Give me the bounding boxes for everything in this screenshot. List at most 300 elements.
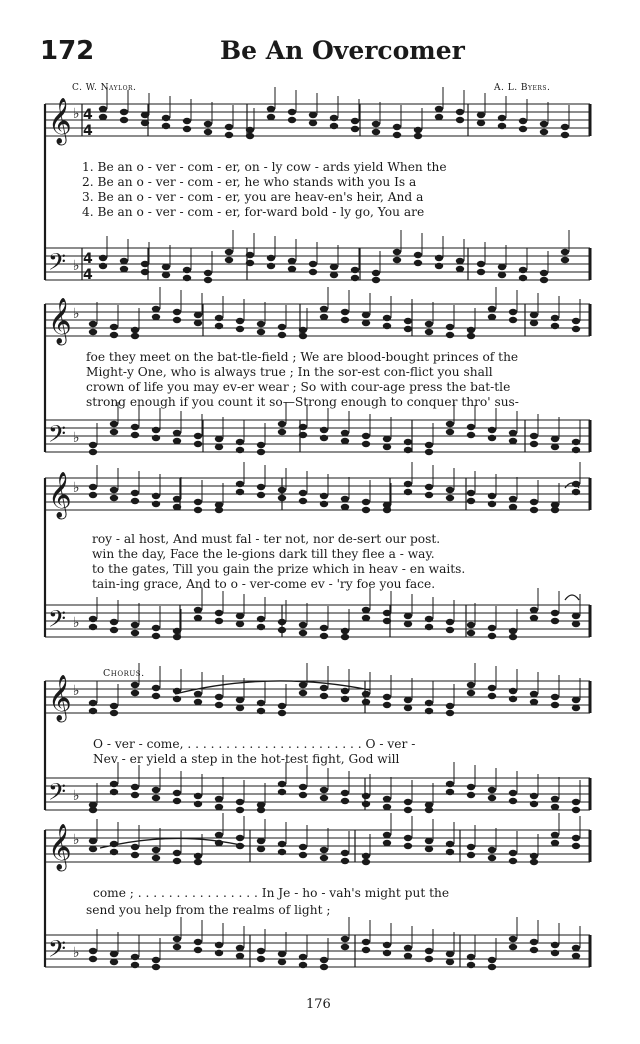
note-head [425, 492, 433, 498]
note-head [131, 682, 139, 688]
key-signature-flat: ♭ [73, 306, 80, 322]
note-head [194, 853, 202, 859]
note-head [404, 621, 412, 627]
note-head [488, 693, 496, 699]
note-head [488, 855, 496, 861]
note-head [257, 492, 265, 498]
note-head [320, 306, 328, 312]
note-head [383, 436, 391, 442]
note-head [131, 333, 139, 339]
note-head [551, 323, 559, 329]
note-head [404, 807, 412, 813]
note-head [152, 787, 160, 793]
note-head [215, 942, 223, 948]
tie-slur [100, 838, 245, 848]
note-head [383, 315, 391, 321]
note-head [267, 263, 275, 269]
note-head [425, 700, 433, 706]
note-head [162, 123, 170, 129]
note-head [572, 835, 580, 841]
note-head [320, 435, 328, 441]
composer-credit: A. L. Byers. [494, 83, 551, 93]
note-head [435, 255, 443, 261]
note-head [299, 962, 307, 968]
note-head [99, 263, 107, 269]
note-head [330, 264, 338, 270]
note-head [362, 859, 370, 865]
note-head [320, 795, 328, 801]
verse-4-line-3: tain-ing grace, And to o - ver-come ev - 'ry foe you face. [92, 577, 436, 591]
note-head [194, 691, 202, 697]
note-head [540, 277, 548, 283]
note-head [488, 625, 496, 631]
note-head [320, 493, 328, 499]
note-head [446, 421, 454, 427]
note-head [425, 838, 433, 844]
note-head [509, 309, 517, 315]
note-head [488, 501, 496, 507]
note-head [446, 627, 454, 633]
note-head [425, 956, 433, 962]
note-head [173, 798, 181, 804]
note-head [341, 858, 349, 864]
note-head [131, 327, 139, 333]
note-head [509, 430, 517, 436]
note-head [425, 449, 433, 455]
note-head [341, 696, 349, 702]
note-head [152, 427, 160, 433]
note-head [131, 432, 139, 438]
note-head [110, 781, 118, 787]
note-head [383, 942, 391, 948]
note-head [215, 507, 223, 513]
note-head [204, 277, 212, 283]
note-head [330, 115, 338, 121]
note-head [162, 264, 170, 270]
note-head [173, 696, 181, 702]
bass-clef: 𝄢 [48, 248, 67, 281]
note-head [362, 793, 370, 799]
note-head [540, 129, 548, 135]
note-head [215, 804, 223, 810]
note-head [173, 858, 181, 864]
note-head [288, 117, 296, 123]
note-head [362, 939, 370, 945]
note-head [467, 954, 475, 960]
note-head [519, 275, 527, 281]
note-head [120, 258, 128, 264]
note-head [89, 449, 97, 455]
note-head [519, 126, 527, 132]
note-head [204, 121, 212, 127]
note-head [131, 490, 139, 496]
note-head [561, 124, 569, 130]
note-head [561, 249, 569, 255]
note-head [99, 114, 107, 120]
note-head [267, 106, 275, 112]
note-head [131, 498, 139, 504]
note-head [99, 106, 107, 112]
note-head [131, 690, 139, 696]
note-head [330, 272, 338, 278]
note-head [467, 682, 475, 688]
verse-3-line-3: to the gates, Till you gain the prize which in heav - en waits. [92, 562, 466, 576]
note-head [257, 700, 265, 706]
note-head [194, 699, 202, 705]
note-head [194, 499, 202, 505]
note-head [267, 114, 275, 120]
note-head [477, 120, 485, 126]
note-head [425, 948, 433, 954]
note-head [393, 257, 401, 263]
note-head [320, 964, 328, 970]
note-head [173, 430, 181, 436]
note-head [509, 634, 517, 640]
note-head [225, 249, 233, 255]
note-head [393, 124, 401, 130]
note-head [320, 847, 328, 853]
note-head [414, 133, 422, 139]
note-head [194, 939, 202, 945]
note-head [110, 332, 118, 338]
note-head [488, 957, 496, 963]
note-head [467, 327, 475, 333]
note-head [278, 710, 286, 716]
note-head [362, 320, 370, 326]
note-head [551, 315, 559, 321]
note-head [236, 705, 244, 711]
note-head [152, 957, 160, 963]
time-signature-bottom: 4 [83, 123, 93, 139]
note-head [89, 700, 97, 706]
note-head [299, 630, 307, 636]
note-head [467, 962, 475, 968]
key-signature-flat: ♭ [73, 683, 80, 699]
note-head [414, 260, 422, 266]
note-head [183, 118, 191, 124]
note-head [278, 959, 286, 965]
note-head [383, 832, 391, 838]
note-head [467, 844, 475, 850]
note-head [488, 493, 496, 499]
note-head [383, 444, 391, 450]
note-head [236, 621, 244, 627]
note-head [488, 685, 496, 691]
note-head [572, 945, 580, 951]
treble-clef: 𝄞 [48, 98, 72, 144]
note-head [299, 844, 307, 850]
hymn-number: 172 [40, 36, 95, 66]
note-head [215, 796, 223, 802]
note-head [194, 312, 202, 318]
note-head [89, 442, 97, 448]
note-head [551, 702, 559, 708]
note-head [572, 799, 580, 805]
note-head [330, 123, 338, 129]
note-head [341, 438, 349, 444]
note-head [446, 324, 454, 330]
chorus-label: Chorus. [103, 668, 145, 679]
note-head [215, 315, 223, 321]
note-head [446, 951, 454, 957]
note-head [204, 270, 212, 276]
note-head [425, 484, 433, 490]
note-head [404, 613, 412, 619]
note-head [572, 843, 580, 849]
verse-2-line-1: 2. Be an o - ver - com - er, he who stands with you Is a [82, 175, 417, 189]
note-head [341, 944, 349, 950]
note-head [351, 267, 359, 273]
note-head [551, 507, 559, 513]
note-head [488, 427, 496, 433]
note-head [530, 939, 538, 945]
note-head [530, 499, 538, 505]
note-head [152, 847, 160, 853]
note-head [509, 496, 517, 502]
note-head [530, 853, 538, 859]
note-head [131, 792, 139, 798]
note-head [278, 849, 286, 855]
bass-clef: 𝄢 [48, 420, 67, 453]
note-head [488, 306, 496, 312]
chorus-line-1-upper: O - ver - come, . . . . . . . . . . . . . . . . . . . . . . . O - ver - [93, 737, 416, 751]
note-head [257, 708, 265, 714]
note-head [446, 781, 454, 787]
note-head [362, 507, 370, 513]
note-head [519, 118, 527, 124]
note-head [320, 314, 328, 320]
note-head [89, 616, 97, 622]
note-head [89, 948, 97, 954]
note-head [152, 964, 160, 970]
note-head [152, 493, 160, 499]
note-head [372, 129, 380, 135]
note-head [288, 109, 296, 115]
note-head [173, 309, 181, 315]
note-head [414, 127, 422, 133]
note-head [362, 801, 370, 807]
note-head [498, 123, 506, 129]
verse-1-line-3: roy - al host, And must fal - ter not, nor de-sert our post. [92, 532, 441, 546]
note-head [299, 498, 307, 504]
note-head [215, 610, 223, 616]
note-head [467, 333, 475, 339]
note-head [225, 124, 233, 130]
note-head [89, 329, 97, 335]
note-head [152, 306, 160, 312]
note-head [467, 432, 475, 438]
note-head [530, 947, 538, 953]
verse-4-line-2: strong enough if you count it so—Strong enough to conquer thro' sus- [86, 395, 519, 409]
note-head [120, 109, 128, 115]
note-head [278, 781, 286, 787]
note-head [551, 436, 559, 442]
note-head [309, 269, 317, 275]
note-head [362, 607, 370, 613]
note-head [257, 624, 265, 630]
note-head [320, 625, 328, 631]
note-head [299, 622, 307, 628]
note-head [404, 447, 412, 453]
treble-clef: 𝄞 [48, 675, 72, 721]
note-head [341, 936, 349, 942]
note-head [215, 618, 223, 624]
note-head [257, 616, 265, 622]
note-head [341, 628, 349, 634]
note-head [498, 115, 506, 121]
note-head [194, 607, 202, 613]
note-head [204, 129, 212, 135]
note-head [299, 852, 307, 858]
note-head [362, 433, 370, 439]
note-head [278, 951, 286, 957]
note-head [162, 272, 170, 278]
note-head [509, 790, 517, 796]
note-head [530, 615, 538, 621]
note-head [89, 708, 97, 714]
note-head [236, 835, 244, 841]
note-head [383, 323, 391, 329]
note-head [572, 953, 580, 959]
note-head [404, 799, 412, 805]
note-head [131, 630, 139, 636]
note-head [173, 790, 181, 796]
note-head [509, 944, 517, 950]
note-head [341, 309, 349, 315]
note-head [320, 787, 328, 793]
note-head [425, 807, 433, 813]
note-head [89, 807, 97, 813]
note-head [152, 314, 160, 320]
note-head [509, 696, 517, 702]
note-head [236, 489, 244, 495]
note-head [446, 703, 454, 709]
note-head [425, 321, 433, 327]
note-head [215, 832, 223, 838]
note-head [467, 622, 475, 628]
key-signature-flat: ♭ [73, 106, 80, 122]
note-head [404, 953, 412, 959]
note-head [446, 429, 454, 435]
note-head [572, 807, 580, 813]
note-head [257, 484, 265, 490]
note-head [194, 793, 202, 799]
note-head [194, 801, 202, 807]
note-head [446, 495, 454, 501]
note-head [488, 964, 496, 970]
note-head [173, 438, 181, 444]
note-head [362, 853, 370, 859]
note-head [120, 266, 128, 272]
note-head [404, 326, 412, 332]
note-head [110, 495, 118, 501]
note-head [194, 947, 202, 953]
chorus-line-2-lower: send you help from the realms of light ; [86, 903, 331, 917]
note-head [572, 489, 580, 495]
note-head [225, 257, 233, 263]
note-head [446, 487, 454, 493]
note-head [456, 266, 464, 272]
note-head [530, 507, 538, 513]
note-head [131, 962, 139, 968]
note-head [309, 112, 317, 118]
note-head [110, 849, 118, 855]
note-head [215, 702, 223, 708]
note-head [89, 492, 97, 498]
note-head [257, 442, 265, 448]
note-head [194, 859, 202, 865]
note-head [467, 424, 475, 430]
key-signature-flat: ♭ [73, 480, 80, 496]
note-head [572, 613, 580, 619]
note-head [89, 484, 97, 490]
time-signature-top: 4 [83, 251, 93, 267]
note-head [530, 801, 538, 807]
note-head [551, 942, 559, 948]
note-head [236, 326, 244, 332]
note-head [299, 954, 307, 960]
note-head [530, 312, 538, 318]
note-head [257, 838, 265, 844]
note-head [509, 850, 517, 856]
key-signature-flat: ♭ [73, 832, 80, 848]
note-head [173, 936, 181, 942]
note-head [477, 269, 485, 275]
verse-1-line-2: foe they meet on the bat-tle-field ; We are blood-bought princes of the [86, 350, 519, 364]
chorus-line-2-upper: come ; . . . . . . . . . . . . . . . . In Je - ho - vah's might put the [93, 886, 450, 900]
note-head [110, 710, 118, 716]
note-head [152, 855, 160, 861]
note-head [404, 489, 412, 495]
note-head [509, 628, 517, 634]
note-head [530, 691, 538, 697]
note-head [194, 615, 202, 621]
note-head [89, 838, 97, 844]
note-head [509, 688, 517, 694]
note-head [362, 615, 370, 621]
note-head [488, 633, 496, 639]
note-head [551, 840, 559, 846]
note-head [551, 694, 559, 700]
note-head [362, 441, 370, 447]
note-head [498, 272, 506, 278]
note-head [110, 627, 118, 633]
note-head [393, 132, 401, 138]
note-head [530, 793, 538, 799]
note-head [467, 630, 475, 636]
note-head [446, 332, 454, 338]
note-head [425, 708, 433, 714]
time-signature-bottom: 4 [83, 267, 93, 283]
note-head [99, 255, 107, 261]
note-head [383, 804, 391, 810]
note-head [110, 324, 118, 330]
note-head [194, 320, 202, 326]
note-head [551, 618, 559, 624]
note-head [183, 126, 191, 132]
note-head [477, 112, 485, 118]
note-head [257, 449, 265, 455]
note-head [519, 267, 527, 273]
note-head [372, 277, 380, 283]
note-head [488, 435, 496, 441]
note-head [383, 950, 391, 956]
note-head [341, 850, 349, 856]
note-head [215, 950, 223, 956]
note-head [257, 807, 265, 813]
note-head [404, 697, 412, 703]
note-head [183, 275, 191, 281]
